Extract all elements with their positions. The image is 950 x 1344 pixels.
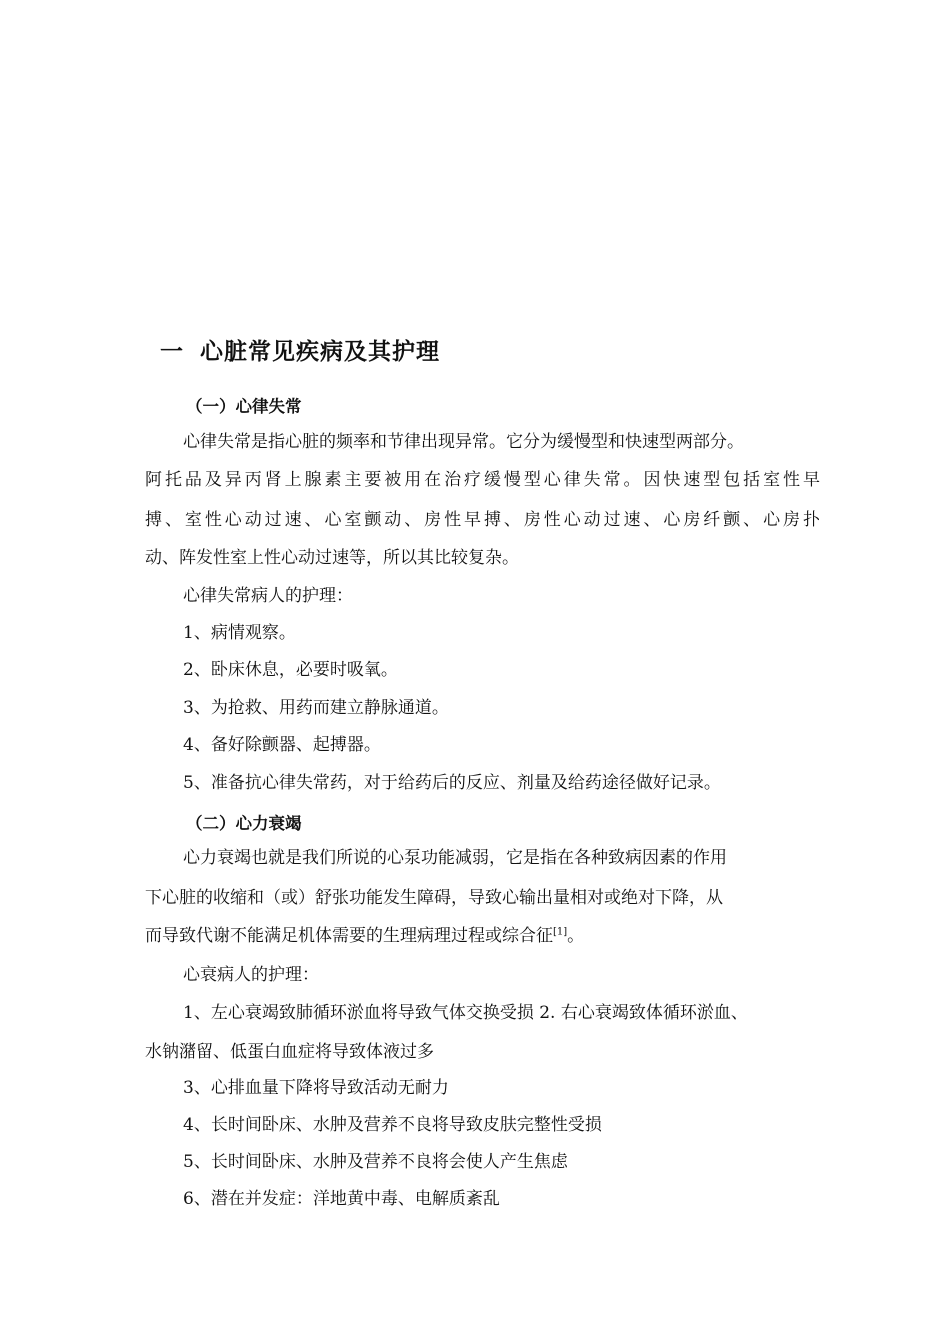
paragraph-line: 心力衰竭也就是我们所说的心泵功能减弱，它是指在各种致病因素的作用 <box>183 848 727 868</box>
paragraph-line: 下心脏的收缩和（或）舒张功能发生障碍，导致心输出量相对或绝对下降，从 <box>145 888 723 908</box>
paragraph-line: 动、阵发性室上性心动过速等，所以其比较复杂。 <box>145 548 519 568</box>
chapter-heading <box>160 333 440 366</box>
list-item: 1、病情观察。 <box>183 623 296 643</box>
list-item: 4、长时间卧床、水肿及营养不良将导致皮肤完整性受损 <box>183 1115 602 1135</box>
list-item: 6、潜在并发症：洋地黄中毒、电解质紊乱 <box>183 1189 500 1209</box>
list-item: 3、心排血量下降将导致活动无耐力 <box>183 1078 449 1098</box>
list-item-continuation: 水钠潴留、低蛋白血症将导致体液过多 <box>145 1042 434 1062</box>
section-heading-arrhythmia: （一）心律失常 <box>186 397 302 416</box>
list-item: 3、为抢救、用药而建立静脉通道。 <box>183 698 449 718</box>
section-heading-heart-failure: （二）心力衰竭 <box>186 814 302 833</box>
list-item: 5、长时间卧床、水肿及营养不良将会使人产生焦虑 <box>183 1152 568 1172</box>
care-title: 心律失常病人的护理： <box>183 586 353 606</box>
citation-reference[interactable]: [1] <box>553 926 568 938</box>
list-item: 5、准备抗心律失常药，对于给药后的反应、剂量及给药途径做好记录。 <box>183 773 721 793</box>
list-item: 1、左心衰竭致肺循环淤血将导致气体交换受损 2. 右心衰竭致体循环淤血、 <box>183 1003 748 1023</box>
chapter-title: 心脏常见疾病及其护理 <box>200 339 440 365</box>
list-item: 4、备好除颤器、起搏器。 <box>183 735 381 755</box>
chapter-number: 一 <box>160 339 184 365</box>
paragraph-line: 阿托品及异丙肾上腺素主要被用在治疗缓慢型心律失常。因快速型包括室性早 <box>145 470 820 490</box>
paragraph-line: 搏、室性心动过速、心室颤动、房性早搏、房性心动过速、心房纤颤、心房扑 <box>145 510 820 530</box>
paragraph-line-with-citation: 而导致代谢不能满足机体需要的生理病理过程或综合征[1]。 <box>145 926 585 946</box>
paragraph-line: 心律失常是指心脏的频率和节律出现异常。它分为缓慢型和快速型两部分。 <box>183 432 744 452</box>
care-title: 心衰病人的护理： <box>183 965 319 985</box>
list-item: 2、卧床休息，必要时吸氧。 <box>183 660 398 680</box>
